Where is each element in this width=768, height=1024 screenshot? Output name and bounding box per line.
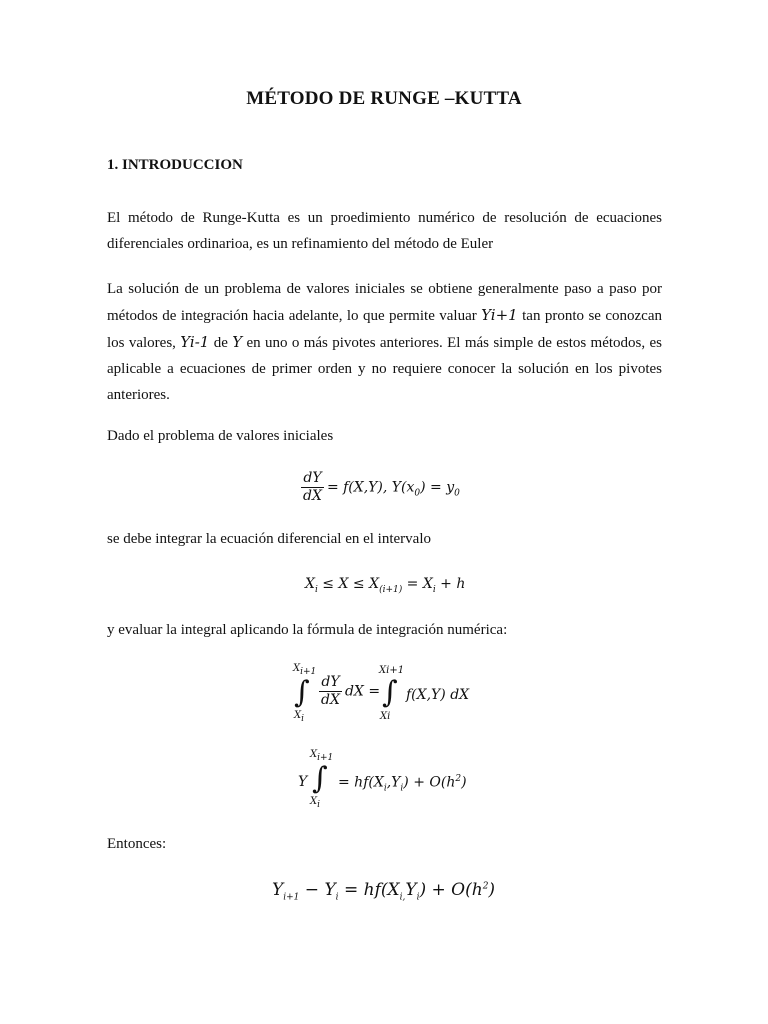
- paragraph-solution-text-c: de: [209, 335, 233, 351]
- equation-interval: $X_i \le X \le X_{(i+1)} = X_i + h$: [305, 576, 466, 595]
- document-title: MÉTODO DE RUNGE –KUTTA: [246, 88, 522, 109]
- paragraph-evaluate: y evaluar la integral aplicando la fórmula de integración numérica:: [107, 622, 508, 638]
- integral2-sign: ∫: [382, 675, 398, 710]
- y-integral-sign: ∫: [312, 761, 328, 796]
- paragraph-then: Entonces:: [107, 836, 167, 852]
- integral2-integrand: f(X,Y) dX: [406, 687, 470, 703]
- equation-euler-step: $Y_{i+1} - Y_i = hf(X_{i,}Y_i) + O(h^2)$: [272, 880, 496, 903]
- integral-integrand: $\frac{dY}{dX}$ dX =: [321, 674, 381, 708]
- var-y: Y: [232, 333, 243, 351]
- fraction-dy-dx-2: $\frac{dY}{dX}$: [321, 674, 340, 708]
- paragraph-solution-text-b: tan pronto se conozcan los valores,: [107, 308, 662, 351]
- paragraph-solution-text-d: en uno o más pivotes anteriores. El más simple de estos métodos, es aplicable a ecuaciones de primer orden y no requiere conocer la solución en los pivotes anteriores.: [107, 335, 662, 403]
- paragraph-solution-text-a: La solución de un problema de valores iniciales se obtiene generalmente paso a paso por métodos de integración hacia adelante, lo que permite valuar: [107, 281, 662, 324]
- y-integral-rhs: = $hf(X_i,Y_i) + O(h^2)$: [338, 774, 467, 794]
- integral2-lower-limit: Xi: [380, 711, 391, 722]
- paragraph-interval: se debe integrar la ecuación diferencial en el intervalo: [107, 531, 431, 547]
- integral-upper-limit: $X_{i+1}$: [293, 663, 317, 677]
- paragraph-given: Dado el problema de valores iniciales: [107, 428, 334, 444]
- integral-sign: ∫: [294, 675, 310, 710]
- paragraph-solution: [107, 276, 662, 408]
- equation-y-integral: [298, 749, 498, 811]
- y-integral-lhs: Y: [298, 774, 308, 790]
- y-integral-upper-limit: $X_{i+1}$: [310, 749, 334, 763]
- var-yi-minus-1: Yi-1: [180, 333, 210, 351]
- paragraph-intro-line1: El método de Runge-Kutta es un proedimiento numérico de resolución de ecuaciones: [107, 210, 662, 226]
- section-heading: 1. INTRODUCCION: [107, 157, 243, 173]
- equation-integral: [290, 663, 490, 725]
- integral2-upper-limit: Xi+1: [379, 665, 405, 676]
- paragraph-intro: [107, 205, 662, 257]
- equation-ode: $\frac{dY}{dX}$ = f(X,Y), $Y(x_0) = y_0$: [303, 470, 460, 504]
- y-integral-lower-limit: $X_i$: [310, 796, 321, 810]
- fraction-dy-dx: $\frac{dY}{dX}$: [303, 470, 322, 504]
- var-yi-plus-1: Yi+1: [481, 306, 518, 324]
- paragraph-intro-line2: diferenciales ordinarioa, es un refinamiento del método de Euler: [107, 236, 494, 252]
- integral-lower-limit: $X_i$: [294, 710, 305, 724]
